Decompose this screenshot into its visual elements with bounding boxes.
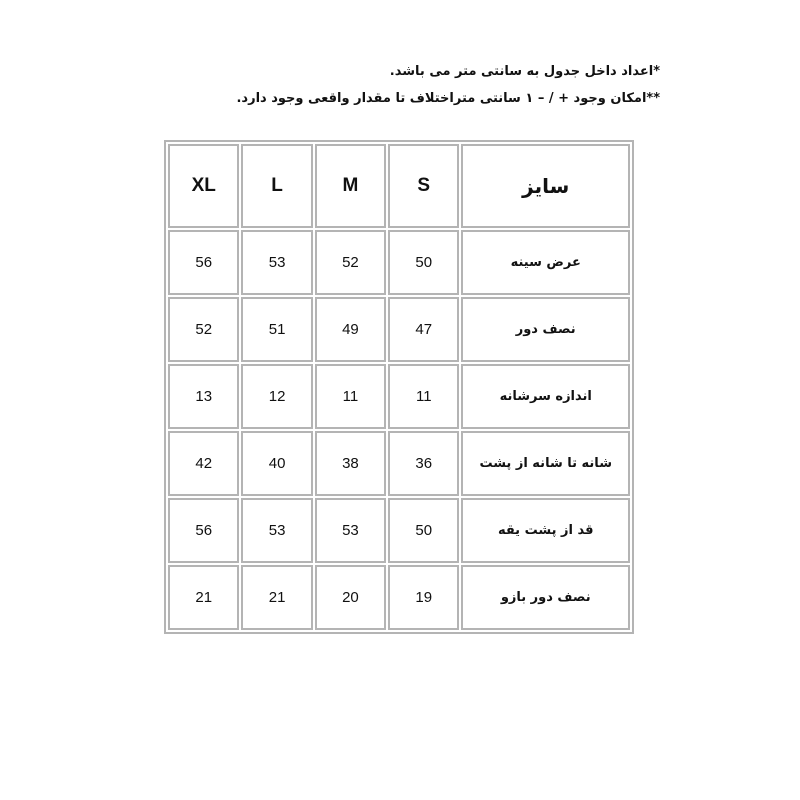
- cell-l: 53: [241, 498, 312, 563]
- table-header-row: [168, 144, 630, 228]
- cell-l: 51: [241, 297, 312, 362]
- cell-l: 12: [241, 364, 312, 429]
- cell-s: 36: [388, 431, 459, 496]
- cell-s: 47: [388, 297, 459, 362]
- cell-s: 50: [388, 230, 459, 295]
- table-row: [168, 431, 630, 496]
- table-row: [168, 297, 630, 362]
- row-label: نصف دور: [461, 297, 630, 362]
- row-label: نصف دور بازو: [461, 565, 630, 630]
- cell-s: 50: [388, 498, 459, 563]
- cell-l: 40: [241, 431, 312, 496]
- note-units: *اعداد داخل جدول به سانتی متر می باشد.: [389, 64, 660, 79]
- notes: [236, 58, 660, 112]
- cell-m: 11: [315, 364, 386, 429]
- cell-xl: 52: [168, 297, 239, 362]
- cell-xl: 56: [168, 230, 239, 295]
- header-s: S: [388, 144, 459, 228]
- table-row: [168, 565, 630, 630]
- cell-m: 38: [315, 431, 386, 496]
- cell-l: 53: [241, 230, 312, 295]
- cell-m: 52: [315, 230, 386, 295]
- cell-s: 19: [388, 565, 459, 630]
- cell-m: 49: [315, 297, 386, 362]
- header-size-label: سایز: [461, 144, 630, 228]
- cell-m: 20: [315, 565, 386, 630]
- cell-s: 11: [388, 364, 459, 429]
- cell-xl: 42: [168, 431, 239, 496]
- row-label: اندازه سرشانه: [461, 364, 630, 429]
- header-xl: XL: [168, 144, 239, 228]
- table-row: [168, 364, 630, 429]
- table-row: [168, 230, 630, 295]
- header-l: L: [241, 144, 312, 228]
- row-label: قد از پشت یقه: [461, 498, 630, 563]
- cell-xl: 56: [168, 498, 239, 563]
- cell-xl: 13: [168, 364, 239, 429]
- note-tolerance: **امکان وجود + / – ۱ سانتی متراختلاف تا مقدار واقعی وجود دارد.: [236, 91, 660, 106]
- cell-xl: 21: [168, 565, 239, 630]
- row-label: شانه تا شانه از پشت: [461, 431, 630, 496]
- size-table: [164, 140, 634, 634]
- cell-m: 53: [315, 498, 386, 563]
- row-label: عرض سینه: [461, 230, 630, 295]
- cell-l: 21: [241, 565, 312, 630]
- table-row: [168, 498, 630, 563]
- header-m: M: [315, 144, 386, 228]
